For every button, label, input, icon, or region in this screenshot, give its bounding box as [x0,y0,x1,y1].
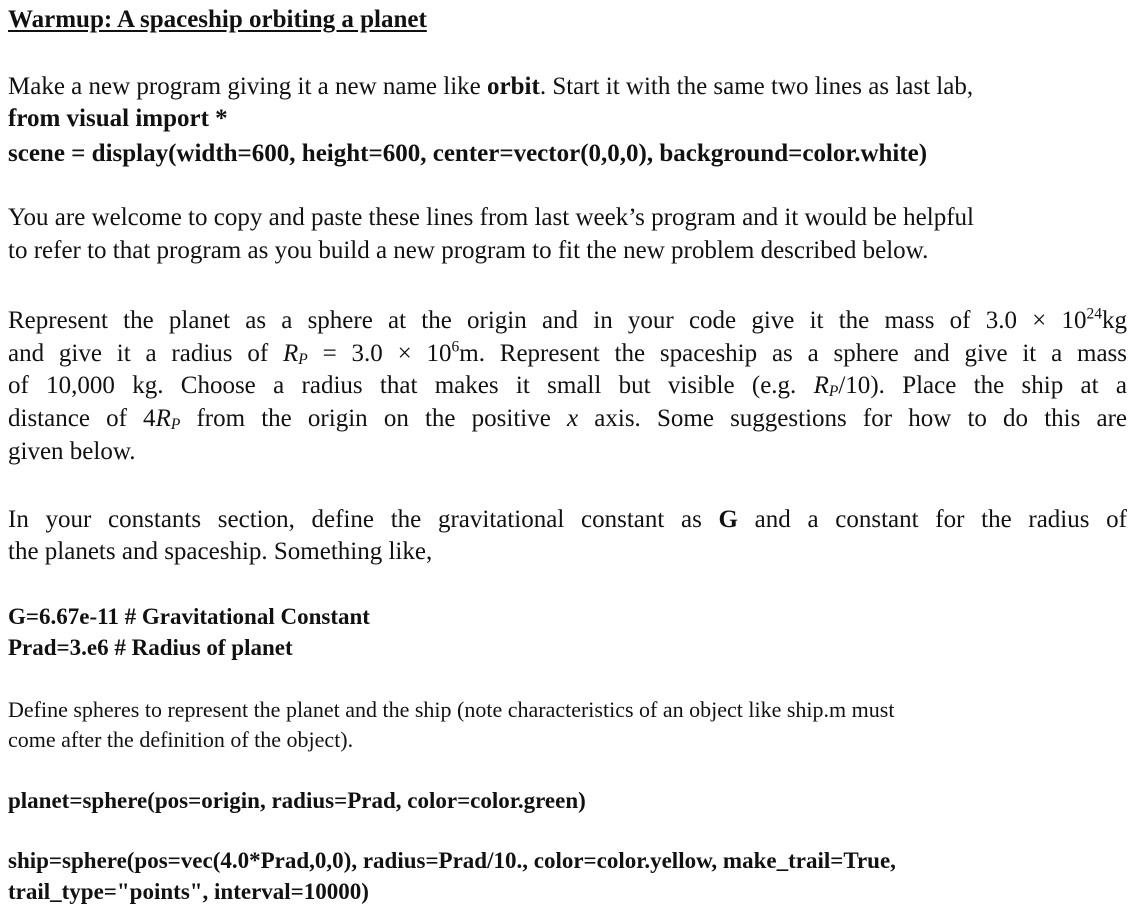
radius-ratio: /10 [838,372,871,399]
code-ship-sphere-line-1: ship=sphere(pos=vec(4.0*Prad,0,0), radius=Prad/10., color=color.yellow, make_trail=True, [8,848,896,873]
copy-paragraph-line-2: to refer to that program as you build a new program to fit the new problem described below. [8,237,929,264]
constants-text: In your constants section, define the gravitational constant as [8,506,719,533]
radius-exponent: 6 [451,338,460,356]
code-planet-sphere: planet=sphere(pos=origin, radius=Prad, color=color.green) [8,788,586,813]
spheres-paragraph-line-2: come after the definition of the object). [8,727,354,752]
planet-paragraph-line-2 [8,339,1127,369]
gravity-symbol: G [718,506,738,533]
radius-text: and give it a radius of [8,340,283,367]
origin-text: from the origin on the positive [180,405,568,432]
intro-text-before: Make a new program giving it a new name like [8,73,488,100]
suggestions-text: axis. Some suggestions for how to do this are [578,405,1128,432]
planet-paragraph-line-5: given below. [8,438,136,465]
radius-value: = 3.0 × 10 [307,340,452,367]
intro-text-after: . Start it with the same two lines as last lab, [539,73,974,100]
ship-radius-text: of 10,000 kg. Choose a radius that makes it small but visible (e.g. [8,372,814,399]
copy-paragraph-line-1: You are welcome to copy and paste these lines from last week’s program and it would be helpful [8,204,974,231]
code-planet-radius: Prad=3.e6 # Radius of planet [8,635,293,660]
planet-paragraph-line-4 [8,404,1127,434]
radius-symbol: R [155,405,171,432]
distance-text: distance of 4 [8,405,156,432]
program-name: orbit [487,73,540,100]
constants-text-end: and a constant for the radius of [737,506,1127,533]
code-line-import: from visual import * [8,105,228,132]
mass-unit: kg [1102,307,1127,334]
planet-paragraph-line-1 [8,306,1127,336]
code-line-scene: scene = display(width=600, height=600, center=vector(0,0,0), background=color.white) [8,140,928,167]
intro-line [8,72,973,102]
place-ship-text: ). Place the ship at a [870,372,1127,399]
ship-mass-text: m. Represent the spaceship as a sphere and give it a mass [459,340,1127,367]
radius-symbol: R [813,372,829,399]
page-title: Warmup: A spaceship orbiting a planet [8,6,427,33]
radius-subscript: P [170,415,181,433]
code-ship-sphere-line-2: trail_type="points", interval=10000) [8,879,369,904]
constants-paragraph-line-1 [8,505,1127,535]
code-gravitational-constant: G=6.67e-11 # Gravitational Constant [8,604,370,629]
radius-subscript: P [828,382,839,400]
x-axis-symbol: x [567,405,579,432]
planet-mass-text: Represent the planet as a sphere at the origin and in your code give it the mass of 3.0 × 10 [8,307,1087,334]
radius-subscript: P [298,350,308,368]
planet-paragraph-line-3 [8,371,1127,401]
spheres-paragraph-line-1: Define spheres to represent the planet and the ship (note characteristics of an object like ship.m must [8,697,895,722]
radius-symbol: R [283,340,299,367]
mass-exponent: 24 [1086,305,1102,323]
constants-paragraph-line-2: the planets and spaceship. Something like, [8,538,433,565]
